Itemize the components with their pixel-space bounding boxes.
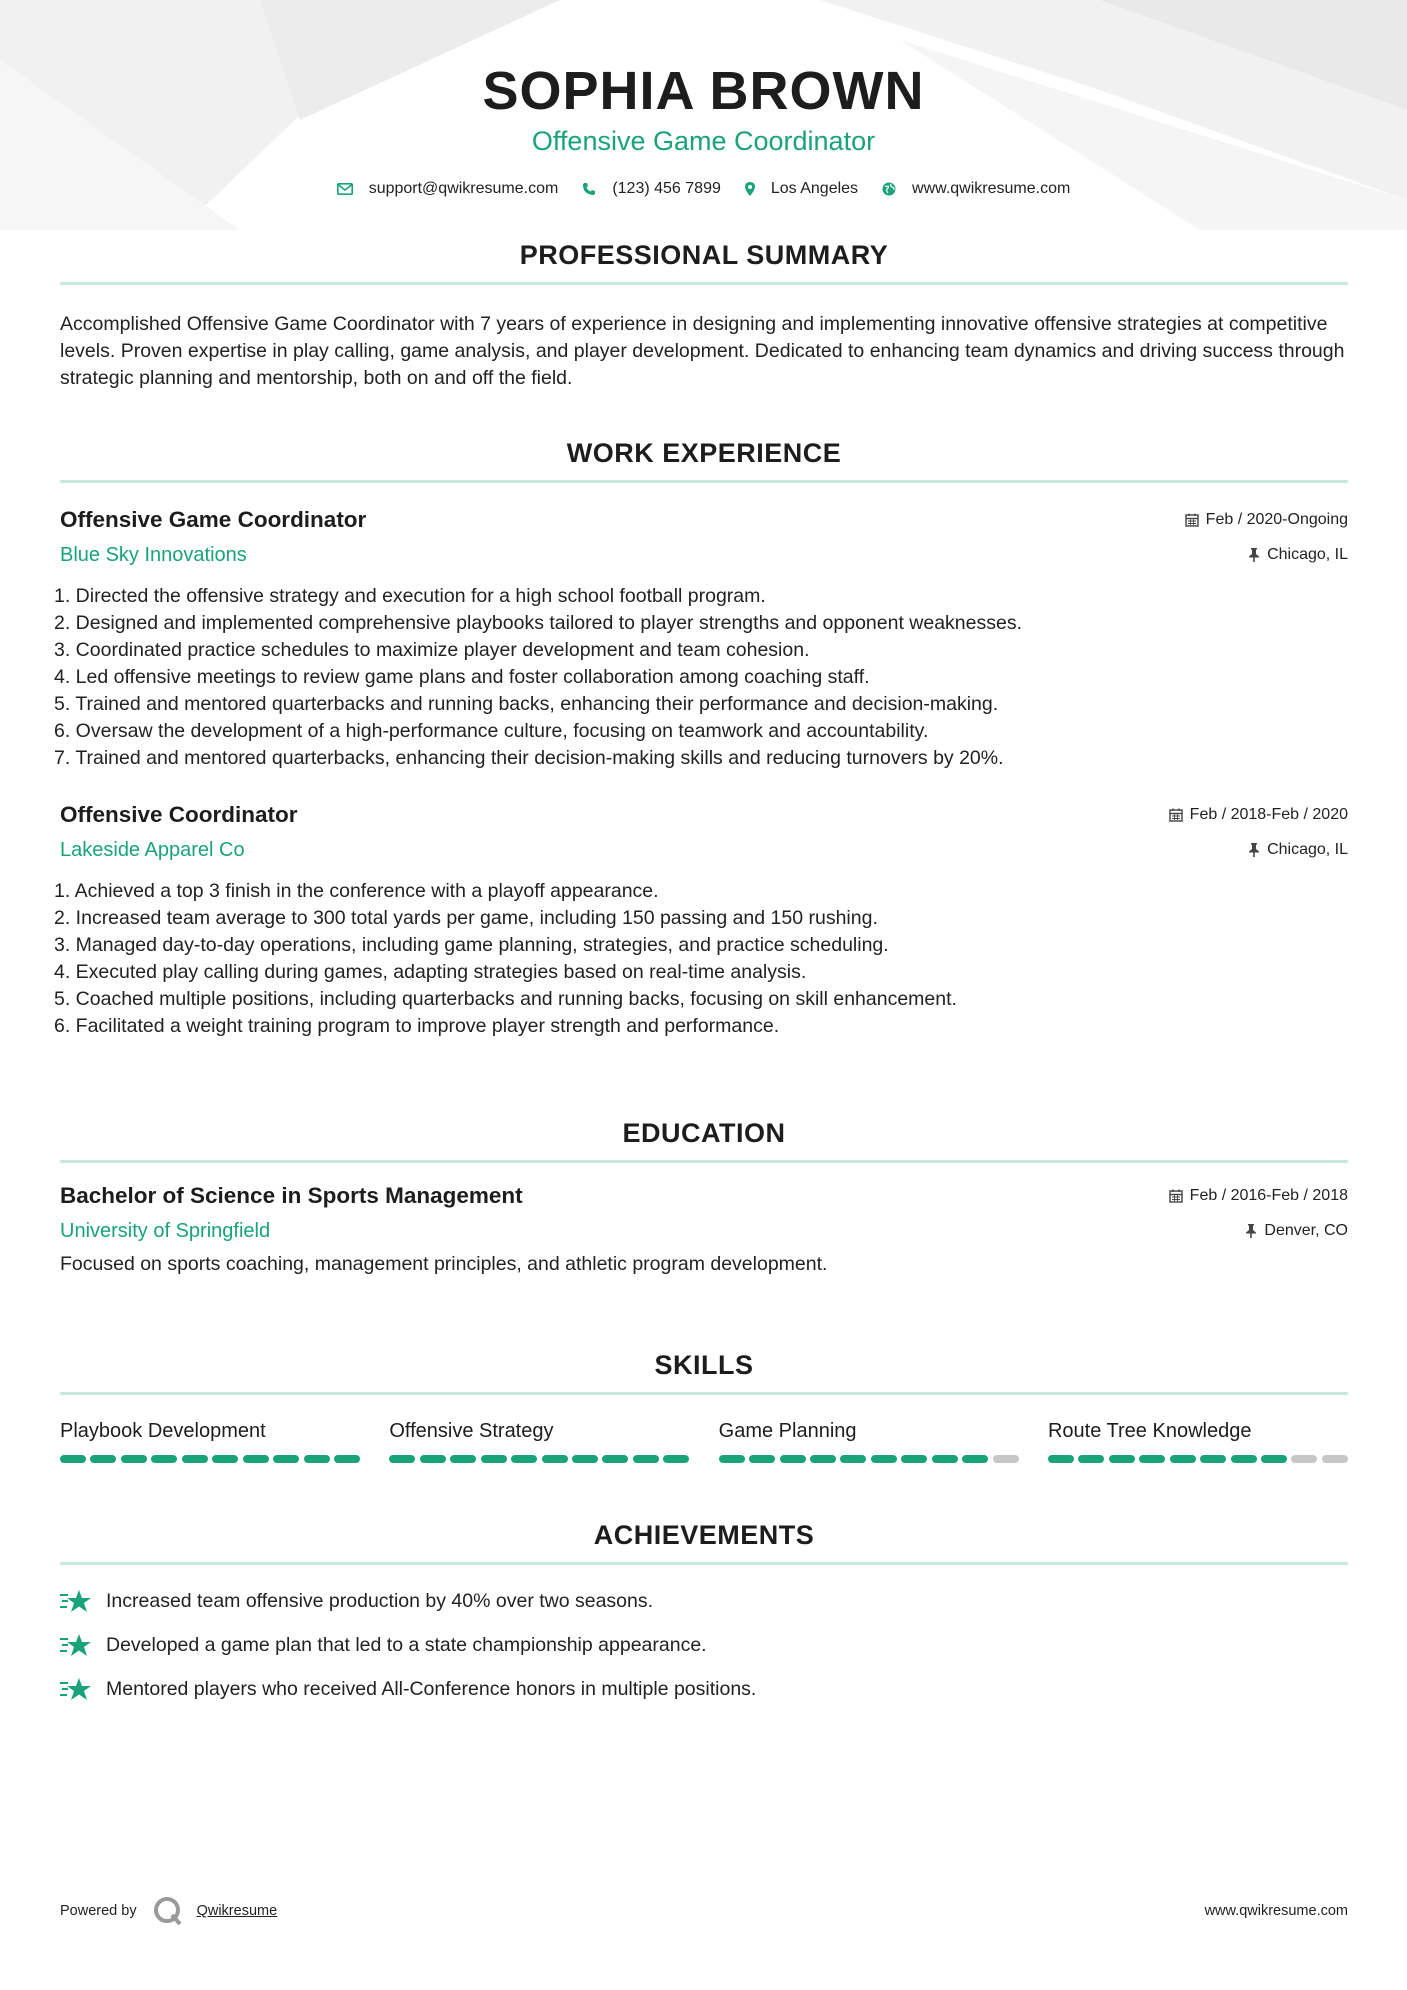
star-icon bbox=[60, 1633, 92, 1657]
job-date bbox=[1185, 511, 1348, 529]
company-name: Lakeside Apparel Co bbox=[60, 839, 245, 861]
education-location bbox=[1245, 1222, 1348, 1240]
skill-dot-filled bbox=[243, 1455, 269, 1463]
skill-dot-filled bbox=[304, 1455, 330, 1463]
skill-dot-filled bbox=[810, 1455, 836, 1463]
skill-rating bbox=[1048, 1455, 1348, 1463]
skills-section bbox=[60, 1348, 1348, 1463]
resume-header bbox=[0, 0, 1407, 198]
skill-dot-filled bbox=[1139, 1455, 1165, 1463]
skill-dot-filled bbox=[901, 1455, 927, 1463]
footer-website[interactable]: www.qwikresume.com bbox=[1204, 1903, 1348, 1919]
achievement-item bbox=[60, 1623, 1348, 1667]
skill-dot-filled bbox=[749, 1455, 775, 1463]
skill-dot-filled bbox=[60, 1455, 86, 1463]
job-date-text: Feb / 2020-Ongoing bbox=[1205, 511, 1348, 528]
candidate-title: Offensive Game Coordinator bbox=[531, 126, 876, 156]
skill-dot-filled bbox=[932, 1455, 958, 1463]
skill-dot-filled bbox=[1048, 1455, 1074, 1463]
skill-rating bbox=[60, 1455, 360, 1463]
section-divider bbox=[60, 1562, 1348, 1565]
job-bullets bbox=[54, 583, 1348, 772]
skill-dot-filled bbox=[840, 1455, 866, 1463]
skill-item bbox=[389, 1417, 689, 1463]
skill-dot-filled bbox=[481, 1455, 507, 1463]
achievement-text: Developed a game plan that led to a state championship appearance. bbox=[106, 1633, 707, 1656]
job-entry bbox=[54, 505, 1348, 772]
skill-dot-filled bbox=[121, 1455, 147, 1463]
job-entry bbox=[54, 800, 1348, 1040]
pushpin-icon bbox=[1248, 548, 1260, 562]
email-text: support@qwikresume.com bbox=[368, 180, 559, 197]
skill-dot-filled bbox=[182, 1455, 208, 1463]
skill-rating bbox=[389, 1455, 689, 1463]
globe-icon bbox=[882, 182, 896, 196]
bullet-item: 3. Coordinated practice schedules to maximize player development and team cohesion. bbox=[54, 639, 810, 661]
bullet-item: 2. Designed and implemented comprehensive playbooks tailored to player strengths and opponent weaknesses. bbox=[54, 612, 1023, 634]
job-location-text: Chicago, IL bbox=[1267, 841, 1348, 858]
skill-name: Offensive Strategy bbox=[389, 1420, 554, 1442]
education-location-text: Denver, CO bbox=[1264, 1222, 1348, 1239]
skill-dot-filled bbox=[1231, 1455, 1257, 1463]
summary-section bbox=[60, 238, 1348, 392]
skill-dot-filled bbox=[1078, 1455, 1104, 1463]
education-date-text: Feb / 2016-Feb / 2018 bbox=[1189, 1187, 1348, 1204]
experience-section bbox=[54, 436, 1348, 1040]
skill-dot-filled bbox=[212, 1455, 238, 1463]
skill-dot-filled bbox=[334, 1455, 360, 1463]
skill-dot-filled bbox=[420, 1455, 446, 1463]
skill-dot-empty bbox=[1291, 1455, 1317, 1463]
job-date-text: Feb / 2018-Feb / 2020 bbox=[1189, 806, 1348, 823]
bullet-item: 2. Increased team average to 300 total yards per game, including 150 passing and 150 rushing. bbox=[54, 907, 878, 929]
skill-dot-empty bbox=[993, 1455, 1019, 1463]
footer bbox=[60, 1896, 1348, 1926]
education-heading: EDUCATION bbox=[622, 1118, 786, 1148]
skill-item bbox=[60, 1417, 360, 1463]
contact-location bbox=[745, 180, 858, 198]
section-divider bbox=[60, 1160, 1348, 1163]
skill-dot-filled bbox=[962, 1455, 988, 1463]
bullet-item: 5. Trained and mentored quarterbacks and running backs, enhancing their performance and decision-making. bbox=[54, 693, 999, 715]
skill-dot-filled bbox=[663, 1455, 689, 1463]
candidate-name: SOPHIA BROWN bbox=[482, 61, 925, 121]
skills-heading: SKILLS bbox=[654, 1350, 754, 1380]
company-name: Blue Sky Innovations bbox=[60, 544, 247, 566]
bullet-item: 6. Oversaw the development of a high-performance culture, focusing on teamwork and accountability. bbox=[54, 720, 929, 742]
calendar-icon bbox=[1185, 513, 1199, 527]
bullet-item: 3. Managed day-to-day operations, including game planning, strategies, and practice scheduling. bbox=[54, 934, 889, 956]
skill-item bbox=[719, 1417, 1019, 1463]
skill-dot-filled bbox=[602, 1455, 628, 1463]
bullet-item: 6. Facilitated a weight training program to improve player strength and performance. bbox=[54, 1015, 780, 1037]
skill-dot-filled bbox=[1200, 1455, 1226, 1463]
skill-dot-filled bbox=[450, 1455, 476, 1463]
bullet-item: 5. Coached multiple positions, including quarterbacks and running backs, focusing on skill enhancement. bbox=[54, 988, 957, 1010]
bullet-item: 4. Led offensive meetings to review game plans and foster collaboration among coaching staff. bbox=[54, 666, 870, 688]
skill-dot-filled bbox=[151, 1455, 177, 1463]
section-divider bbox=[60, 480, 1348, 483]
degree-title: Bachelor of Science in Sports Management bbox=[60, 1183, 523, 1208]
skill-dot-filled bbox=[1109, 1455, 1135, 1463]
achievements-section bbox=[60, 1518, 1348, 1711]
pushpin-icon bbox=[1248, 843, 1260, 857]
job-bullets bbox=[54, 878, 1348, 1040]
bullet-item: 1. Directed the offensive strategy and execution for a high school football program. bbox=[54, 585, 766, 607]
contact-email[interactable] bbox=[337, 180, 559, 198]
qwikresume-link[interactable]: Qwikresume bbox=[196, 1903, 278, 1919]
job-title: Offensive Game Coordinator bbox=[60, 507, 367, 532]
skill-name: Game Planning bbox=[718, 1420, 857, 1442]
qwikresume-logo-icon bbox=[153, 1896, 183, 1926]
summary-text: Accomplished Offensive Game Coordinator with 7 years of experience in designing and implementing innovative offensive strategies at competitive levels. Proven expertise in play calling, game analysis, and player development. Dedicated to enhancing team dynamics and driving success through strategic planning and mentorship, both on and off the field. bbox=[60, 313, 1345, 389]
skill-dot-filled bbox=[389, 1455, 415, 1463]
calendar-icon bbox=[1169, 808, 1183, 822]
bullet-item: 1. Achieved a top 3 finish in the conference with a playoff appearance. bbox=[54, 880, 659, 902]
job-location bbox=[1248, 841, 1348, 859]
section-divider bbox=[60, 282, 1348, 285]
skill-item bbox=[1048, 1417, 1348, 1463]
achievement-text: Increased team offensive production by 40% over two seasons. bbox=[106, 1589, 654, 1612]
achievement-text: Mentored players who received All-Conference honors in multiple positions. bbox=[106, 1677, 757, 1700]
skill-dot-filled bbox=[273, 1455, 299, 1463]
job-location bbox=[1248, 546, 1348, 564]
skill-dot-filled bbox=[633, 1455, 659, 1463]
phone-text: (123) 456 7899 bbox=[612, 180, 721, 197]
summary-heading: PROFESSIONAL SUMMARY bbox=[519, 240, 889, 270]
website-text: www.qwikresume.com bbox=[912, 180, 1071, 197]
contact-bar bbox=[0, 180, 1407, 198]
education-date bbox=[1169, 1187, 1348, 1205]
powered-by-label: Powered by bbox=[60, 1903, 137, 1919]
calendar-icon bbox=[1169, 1189, 1183, 1203]
skill-dot-filled bbox=[719, 1455, 745, 1463]
education-description: Focused on sports coaching, management principles, and athletic program development. bbox=[60, 1253, 828, 1275]
skill-rating bbox=[719, 1455, 1019, 1463]
pushpin-icon bbox=[1245, 1224, 1257, 1238]
envelope-icon bbox=[337, 183, 353, 195]
job-location-text: Chicago, IL bbox=[1267, 546, 1348, 563]
achievements-heading: ACHIEVEMENTS bbox=[593, 1520, 815, 1550]
bullet-item: 4. Executed play calling during games, adapting strategies based on real-time analysis. bbox=[54, 961, 807, 983]
star-icon bbox=[60, 1677, 92, 1701]
skill-dot-filled bbox=[1170, 1455, 1196, 1463]
skills-list bbox=[60, 1417, 1348, 1463]
skill-dot-filled bbox=[511, 1455, 537, 1463]
skill-dot-filled bbox=[572, 1455, 598, 1463]
contact-phone[interactable] bbox=[582, 180, 721, 198]
school-name: University of Springfield bbox=[60, 1220, 271, 1242]
achievement-item bbox=[60, 1579, 1348, 1623]
skill-dot-filled bbox=[1261, 1455, 1287, 1463]
skill-dot-filled bbox=[542, 1455, 568, 1463]
education-section bbox=[60, 1116, 1348, 1278]
location-text: Los Angeles bbox=[770, 180, 859, 197]
job-date bbox=[1169, 806, 1348, 824]
experience-heading: WORK EXPERIENCE bbox=[566, 438, 842, 468]
phone-icon bbox=[582, 182, 596, 196]
achievement-item bbox=[60, 1667, 1348, 1711]
skill-name: Route Tree Knowledge bbox=[1047, 1420, 1252, 1442]
bullet-item: 7. Trained and mentored quarterbacks, enhancing their decision-making skills and reducing turnovers by 20%. bbox=[54, 747, 1004, 769]
skill-dot-filled bbox=[780, 1455, 806, 1463]
contact-website[interactable] bbox=[882, 180, 1070, 198]
map-pin-icon bbox=[745, 182, 755, 196]
skill-dot-empty bbox=[1322, 1455, 1348, 1463]
section-divider bbox=[60, 1392, 1348, 1395]
skill-dot-filled bbox=[871, 1455, 897, 1463]
skill-dot-filled bbox=[90, 1455, 116, 1463]
star-icon bbox=[60, 1589, 92, 1613]
job-title: Offensive Coordinator bbox=[60, 802, 298, 827]
skill-name: Playbook Development bbox=[60, 1420, 266, 1442]
